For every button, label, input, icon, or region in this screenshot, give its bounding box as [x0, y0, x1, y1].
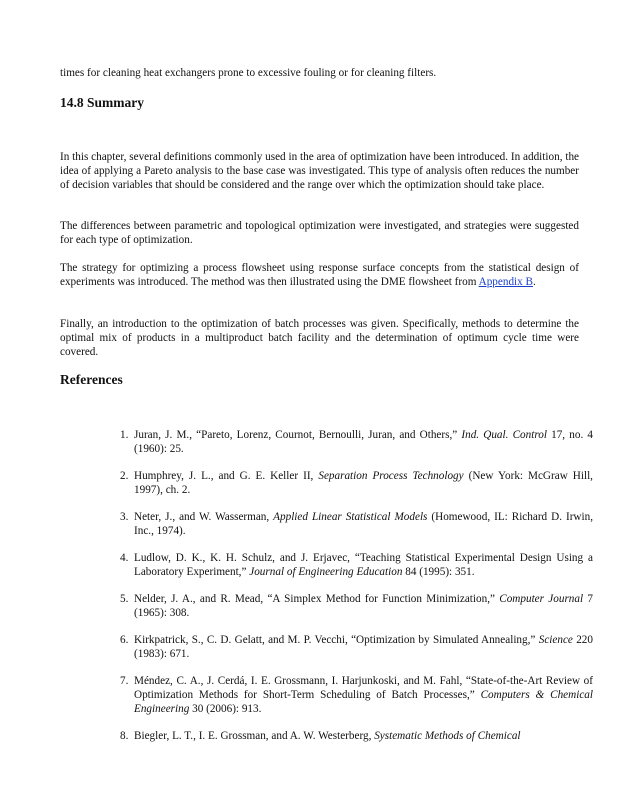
reference-number: 3.: [120, 511, 129, 523]
reference-details: 220 (1983): 671.: [134, 634, 593, 660]
appendix-b-link[interactable]: Appendix B: [478, 276, 534, 288]
summary-paragraph-2: The differences between parametric and topological optimization were investigated, and strategies were suggested for each type of optimization.: [60, 220, 579, 246]
summary-paragraph-3-text: The strategy for optimizing a process flowsheet using response surface concepts from the statistical design of experiments was introduced. The method was then illustrated using the DME flowsheet from: [60, 262, 579, 288]
reference-source: Separation Process Technology: [318, 470, 464, 482]
summary-paragraph-3-end: .: [533, 276, 536, 288]
reference-text: Biegler, L. T., I. E. Grossman, and A. W. Westerberg,: [134, 730, 375, 742]
reference-source: Applied Linear Statistical Models: [273, 511, 428, 523]
intro-fragment: times for cleaning heat exchangers prone to excessive fouling or for cleaning filters.: [60, 67, 437, 79]
reference-text: Méndez, C. A., J. Cerdá, I. E. Grossmann, I. Harjunkoski, and M. Fahl, “State-of-the-Art Review of Optimization Methods for Short-Term Scheduling of Batch Processes,”: [134, 675, 593, 701]
reference-number: 1.: [120, 429, 129, 441]
reference-source: Ind. Qual. Control: [461, 429, 547, 441]
reference-details: (Homewood, IL: Richard D. Irwin, Inc., 1974).: [134, 511, 593, 537]
reference-details: (New York: McGraw Hill, 1997), ch. 2.: [134, 470, 593, 496]
reference-item: [120, 674, 593, 716]
summary-paragraph-4: Finally, an introduction to the optimization of batch processes was given. Specifically, methods to determine the optimal mix of products in a multiproduct batch facility and the determination of optimum cycle time were covered.: [60, 318, 579, 358]
reference-source: Computers & Chemical Engineering: [134, 689, 593, 715]
reference-item: [120, 469, 593, 497]
summary-paragraph-1: In this chapter, several definitions commonly used in the area of optimization have been introduced. In addition, the idea of applying a Pareto analysis to the base case was investigated. This type of analysis often reduces the number of decision variables that should be considered and the range over which the optimization should take place.: [60, 151, 579, 191]
reference-number: 5.: [120, 593, 129, 605]
reference-text: Ludlow, D. K., K. H. Schulz, and J. Erjavec, “Teaching Statistical Experimental Design Using a Laboratory Experiment,”: [134, 552, 593, 578]
reference-source: Journal of Engineering Education: [249, 566, 403, 578]
reference-item: [120, 428, 593, 456]
reference-number: 4.: [120, 552, 129, 564]
reference-text: Juran, J. M., “Pareto, Lorenz, Cournot, Bernoulli, Juran, and Others,”: [134, 429, 462, 441]
reference-source: Science: [538, 634, 573, 646]
reference-details: 30 (2006): 913.: [189, 703, 262, 715]
reference-text: Nelder, J. A., and R. Mead, “A Simplex Method for Function Minimization,”: [134, 593, 500, 605]
reference-details: 17, no. 4 (1960): 25.: [134, 429, 593, 455]
reference-number: 7.: [120, 675, 129, 687]
reference-number: 8.: [120, 730, 129, 742]
reference-text: Neter, J., and W. Wasserman,: [134, 511, 274, 523]
reference-source: Computer Journal: [499, 593, 584, 605]
reference-text: Kirkpatrick, S., C. D. Gelatt, and M. P. Vecchi, “Optimization by Simulated Annealing,”: [134, 634, 539, 646]
reference-details: 84 (1995): 351.: [402, 566, 475, 578]
reference-item: [120, 633, 593, 661]
reference-source: Systematic Methods of Chemical: [374, 730, 521, 742]
reference-details: 7 (1965): 308.: [134, 593, 593, 619]
summary-heading: 14.8 Summary: [60, 95, 144, 110]
reference-item: [120, 510, 593, 538]
references-heading: References: [60, 372, 123, 387]
reference-text: Humphrey, J. L., and G. E. Keller II,: [134, 470, 319, 482]
reference-item: [120, 592, 593, 620]
reference-item: [120, 551, 593, 579]
summary-paragraph-3: [60, 261, 579, 289]
reference-number: 2.: [120, 470, 129, 482]
reference-number: 6.: [120, 634, 129, 646]
reference-item: [120, 729, 593, 743]
